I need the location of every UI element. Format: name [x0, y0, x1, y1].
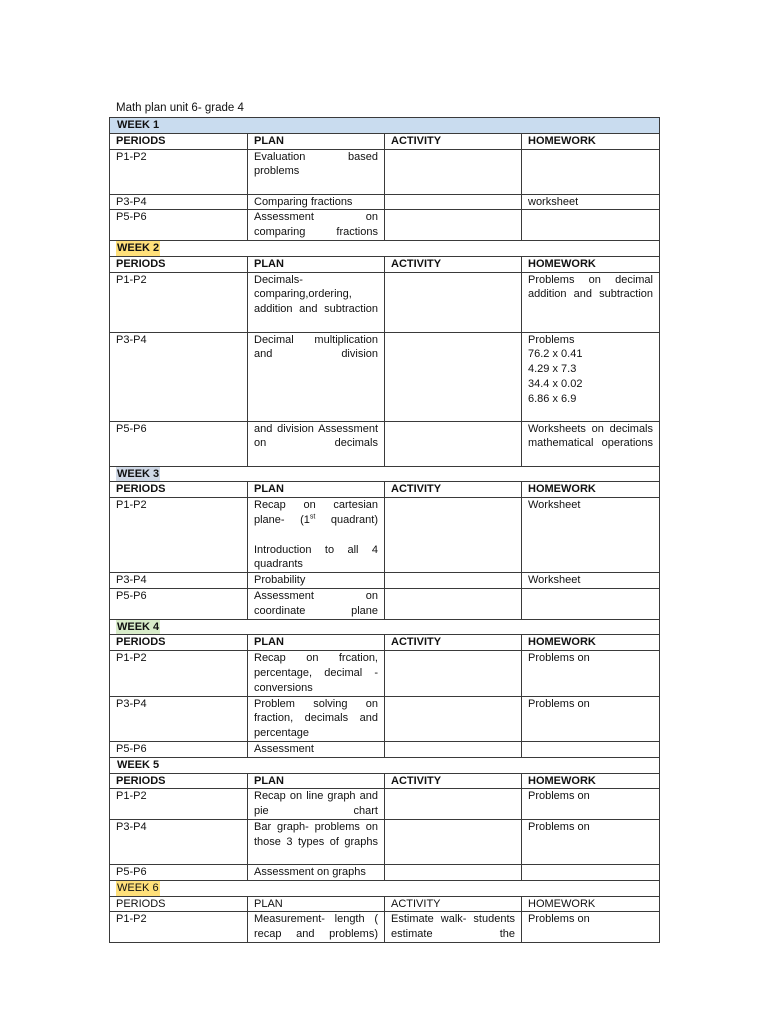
period-cell: P5-P6	[110, 588, 248, 619]
plan-line-2: Introduction to all 4 quadrants	[254, 543, 378, 571]
week-label: WEEK 6	[117, 881, 159, 894]
period-cell: P1-P2	[110, 651, 248, 696]
period-cell: P5-P6	[110, 864, 248, 880]
homework-cell: worksheet	[522, 194, 660, 210]
table-row	[110, 272, 660, 332]
activity-header: ACTIVITY	[385, 256, 522, 272]
table-row	[110, 573, 660, 589]
plan-header: PLAN	[248, 482, 385, 498]
table-row	[110, 421, 660, 466]
homework-cell: Worksheet	[522, 498, 660, 573]
header-row	[110, 773, 660, 789]
activity-cell	[385, 210, 522, 241]
homework-header: HOMEWORK	[522, 133, 660, 149]
plan-cell: Problem solving on fraction, decimals and percentage	[248, 696, 385, 741]
plan-header: PLAN	[248, 773, 385, 789]
homework-cell: Problems on	[522, 651, 660, 696]
periods-header: PERIODS	[110, 773, 248, 789]
header-row	[110, 896, 660, 912]
period-cell: P3-P4	[110, 573, 248, 589]
week-1-banner	[110, 118, 660, 134]
plan-cell: Decimal multiplication and division	[248, 332, 385, 421]
plan-cell: Recap on frcation, percentage, decimal - conversions	[248, 651, 385, 696]
table-row	[110, 588, 660, 619]
week-2-banner	[110, 240, 660, 256]
week-6-row	[110, 880, 660, 896]
plan-cell: Measurement- length ( recap and problems)	[248, 912, 385, 943]
header-row	[110, 133, 660, 149]
plan-cell	[248, 498, 385, 573]
activity-cell	[385, 588, 522, 619]
activity-cell: Estimate walk- students estimate the	[385, 912, 522, 943]
activity-header: ACTIVITY	[385, 773, 522, 789]
plan-cell: Assessment on coordinate plane	[248, 588, 385, 619]
period-cell: P3-P4	[110, 819, 248, 864]
week-3-banner	[110, 466, 660, 482]
period-cell: P3-P4	[110, 696, 248, 741]
homework-cell	[522, 864, 660, 880]
activity-cell	[385, 741, 522, 757]
plan-cell: Bar graph- problems on those 3 types of graphs	[248, 819, 385, 864]
header-row	[110, 256, 660, 272]
period-cell: P3-P4	[110, 332, 248, 421]
week-label: WEEK 4	[117, 620, 160, 633]
activity-cell	[385, 332, 522, 421]
plan-cell: Comparing fractions	[248, 194, 385, 210]
week-1-row	[110, 118, 660, 134]
activity-cell	[385, 149, 522, 194]
periods-header: PERIODS	[110, 133, 248, 149]
activity-cell	[385, 696, 522, 741]
homework-header: HOMEWORK	[522, 773, 660, 789]
header-row	[110, 482, 660, 498]
table-row	[110, 819, 660, 864]
table-row	[110, 210, 660, 241]
week-5-banner	[110, 757, 660, 773]
activity-header: ACTIVITY	[385, 133, 522, 149]
activity-cell	[385, 421, 522, 466]
plan-cell: Evaluation based problems	[248, 149, 385, 194]
homework-cell: Problems on decimal addition and subtraction	[522, 272, 660, 332]
lesson-plan-table	[109, 117, 660, 943]
week-5-row	[110, 757, 660, 773]
periods-header: PERIODS	[110, 635, 248, 651]
week-3-row	[110, 466, 660, 482]
activity-cell	[385, 573, 522, 589]
periods-header: PERIODS	[110, 256, 248, 272]
homework-header: HOMEWORK	[522, 635, 660, 651]
homework-cell: Worksheets on decimals mathematical operations	[522, 421, 660, 466]
homework-header: HOMEWORK	[522, 896, 660, 912]
plan-header: PLAN	[248, 256, 385, 272]
plan-header: PLAN	[248, 635, 385, 651]
activity-cell	[385, 789, 522, 820]
plan-header: PLAN	[248, 133, 385, 149]
homework-cell: Worksheet	[522, 573, 660, 589]
table-row	[110, 332, 660, 421]
week-label: WEEK 3	[117, 467, 160, 480]
table-row	[110, 696, 660, 741]
period-cell: P1-P2	[110, 912, 248, 943]
periods-header: PERIODS	[110, 482, 248, 498]
homework-header: HOMEWORK	[522, 256, 660, 272]
week-4-banner	[110, 619, 660, 635]
activity-header: ACTIVITY	[385, 896, 522, 912]
plan-cell: Assessment on graphs	[248, 864, 385, 880]
activity-cell	[385, 864, 522, 880]
table-row	[110, 789, 660, 820]
homework-cell: Problems on	[522, 819, 660, 864]
week-4-row	[110, 619, 660, 635]
period-cell: P5-P6	[110, 210, 248, 241]
homework-cell: Problems on	[522, 912, 660, 943]
homework-cell	[522, 588, 660, 619]
activity-header: ACTIVITY	[385, 635, 522, 651]
plan-line-1: Recap on cartesian plane- (1st quadrant)	[254, 499, 378, 526]
plan-cell: and division Assessment on decimals	[248, 421, 385, 466]
homework-cell: Problems on	[522, 696, 660, 741]
homework-cell	[522, 741, 660, 757]
homework-cell: Problems on	[522, 789, 660, 820]
week-6-banner	[110, 880, 660, 896]
periods-header: PERIODS	[110, 896, 248, 912]
period-cell: P3-P4	[110, 194, 248, 210]
homework-cell	[522, 149, 660, 194]
homework-cell: Problems 76.2 x 0.41 4.29 x 7.3 34.4 x 0.02 6.86 x 6.9	[522, 332, 660, 421]
period-cell: P1-P2	[110, 272, 248, 332]
plan-cell: Recap on line graph and pie chart	[248, 789, 385, 820]
activity-cell	[385, 194, 522, 210]
header-row	[110, 635, 660, 651]
homework-header: HOMEWORK	[522, 482, 660, 498]
activity-cell	[385, 819, 522, 864]
activity-cell	[385, 272, 522, 332]
period-cell: P1-P2	[110, 789, 248, 820]
table-row	[110, 498, 660, 573]
period-cell: P5-P6	[110, 421, 248, 466]
week-label: WEEK 2	[117, 241, 160, 254]
week-2-row	[110, 240, 660, 256]
week-label: WEEK 5	[117, 758, 160, 771]
plan-cell: Decimals- comparing,ordering, addition and subtraction	[248, 272, 385, 332]
plan-cell: Assessment	[248, 741, 385, 757]
week-label: WEEK 1	[117, 119, 160, 131]
table-row	[110, 194, 660, 210]
table-row	[110, 864, 660, 880]
table-row	[110, 149, 660, 194]
period-cell: P1-P2	[110, 149, 248, 194]
period-cell: P1-P2	[110, 498, 248, 573]
period-cell: P5-P6	[110, 741, 248, 757]
activity-cell	[385, 498, 522, 573]
document-title: Math plan unit 6- grade 4	[116, 102, 244, 114]
plan-cell: Assessment on comparing fractions	[248, 210, 385, 241]
activity-header: ACTIVITY	[385, 482, 522, 498]
activity-cell	[385, 651, 522, 696]
table-row	[110, 912, 660, 943]
table-row	[110, 651, 660, 696]
plan-header: PLAN	[248, 896, 385, 912]
plan-cell: Probability	[248, 573, 385, 589]
table-row	[110, 741, 660, 757]
homework-cell	[522, 210, 660, 241]
